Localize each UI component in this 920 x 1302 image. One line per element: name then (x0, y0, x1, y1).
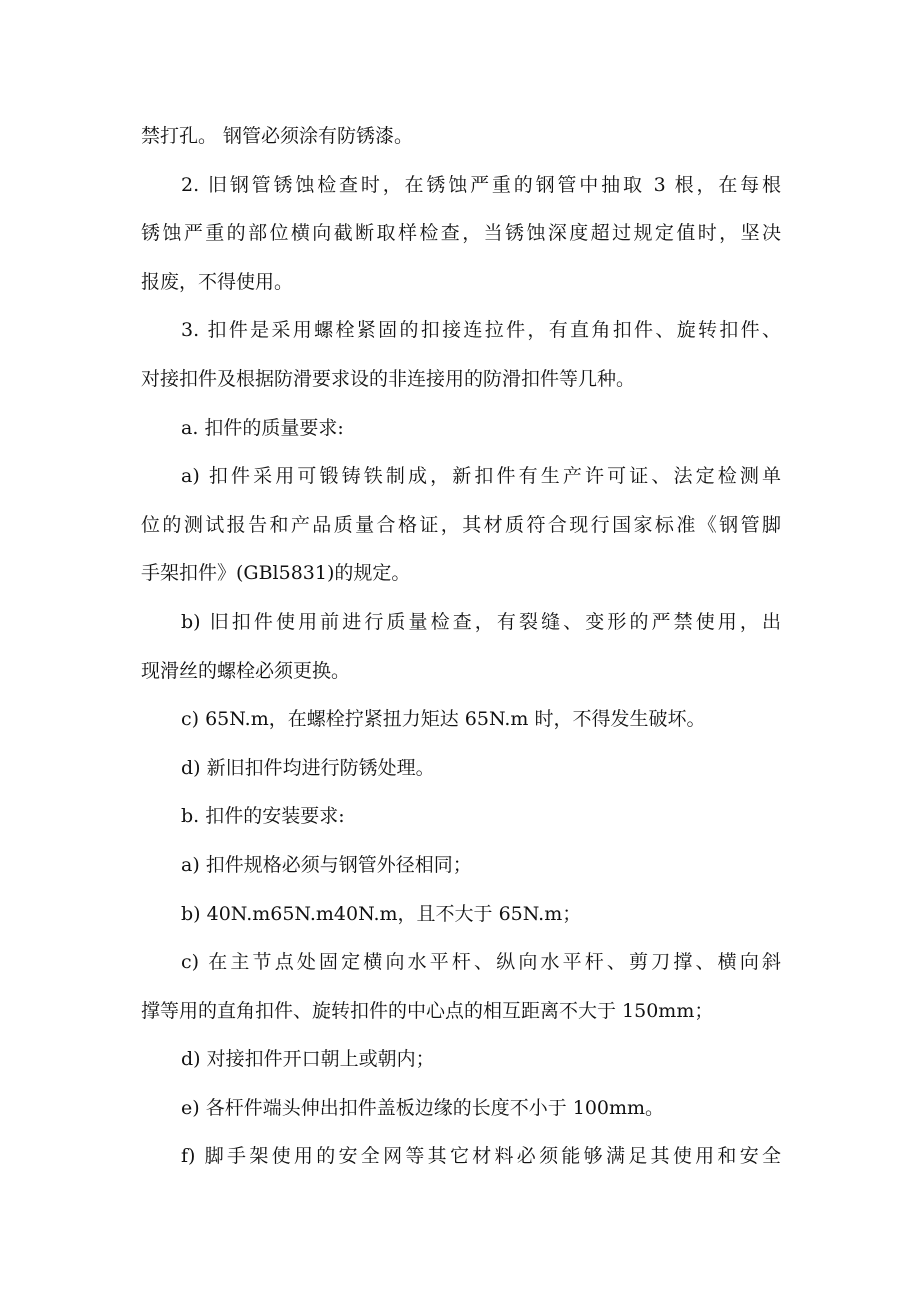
text-line: 撑等用的直角扣件、旋转扣件的中心点的相互距离不大于 150mm； (141, 999, 714, 1022)
document-body (141, 117, 781, 1186)
text-line: e) 各杆件端头伸出扣件盖板边缘的长度不小于 100mm。 (181, 1096, 665, 1119)
text-line: b) 40N.m65N.m40N.m，且不大于 65N.m； (181, 902, 582, 925)
text-line: d) 对接扣件开口朝上或朝内； (181, 1048, 435, 1071)
text-line: f) 脚手架使用的安全网等其它材料必须能够满足其使用和安全 (181, 1145, 781, 1168)
text-line: b. 扣件的安装要求: (181, 805, 345, 828)
text-line: 现滑丝的螺栓必须更换。 (141, 659, 351, 682)
text-line: 禁打孔。 钢管必须涂有防锈漆。 (141, 125, 414, 147)
text-line: d) 新旧扣件均进行防锈处理。 (181, 756, 435, 779)
text-line: 对接扣件及根据防滑要求设的非连接用的防滑扣件等几种。 (141, 367, 636, 390)
text-line: a) 扣件规格必须与钢管外径相同； (181, 853, 472, 876)
text-line: a) 扣件采用可锻铸铁制成，新扣件有生产许可证、法定检测单 (181, 465, 781, 488)
text-line: 锈蚀严重的部位横向截断取样检查，当锈蚀深度超过规定值时，坚决 (141, 222, 781, 245)
text-line: c) 在主节点处固定横向水平杆、纵向水平杆、剪刀撑、横向斜 (181, 951, 781, 974)
text-line: 位的测试报告和产品质量合格证，其材质符合现行国家标准《钢管脚 (141, 513, 781, 536)
text-line: 2. 旧钢管锈蚀检查时，在锈蚀严重的钢管中抽取 3 根，在每根 (181, 173, 781, 196)
text-line: 3. 扣件是采用螺栓紧固的扣接连拉件，有直角扣件、旋转扣件、 (181, 319, 781, 342)
text-line: a. 扣件的质量要求: (181, 416, 344, 439)
text-line: 手架扣件》(GBl5831)的规定。 (141, 562, 411, 585)
text-line: b) 旧扣件使用前进行质量检查，有裂缝、变形的严禁使用，出 (181, 610, 781, 633)
text-line: 报废，不得使用。 (141, 270, 294, 293)
text-line: c) 65N.m，在螺栓拧紧扭力矩达 65N.m 时，不得发生破坏。 (181, 708, 706, 731)
